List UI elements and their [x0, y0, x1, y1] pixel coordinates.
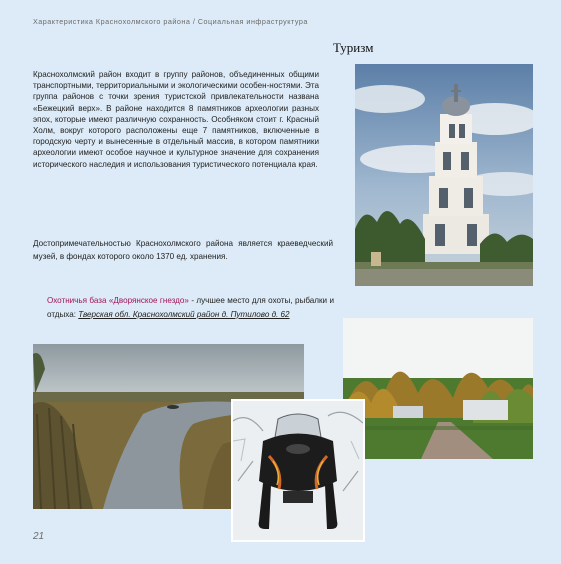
bell-tower-photo: [355, 64, 533, 286]
paragraph-museum: Достопримечательностью Краснохолмского района является краеведческий музей, в фондах которого около 1370 ед. хранения.: [33, 239, 333, 262]
section-title: Туризм: [333, 40, 374, 55]
snowmobile-photo: [231, 399, 365, 542]
hunting-base-name: Охотничья база «Дворянское гнездо»: [47, 296, 189, 305]
paragraph-district-overview: Краснохолмский район входит в группу районов, объединенных общими транспортными, территориальными и экологическими особен-ностями. Эта группа районов с точки зрения туристской привлекательности названа «Бежецкий верх». В районе находится 8 памятников археологии разных эпох, которые имеют различную сохранность. Особняком стоит г. Красный Холм, вокруг которого расположены еще 7 памятников, включенные в городскую черту и вынесенные в отдельный массив, в котором памятники археологии имеют особое научное и культурное значение для сохранения исторического наследия и использования туристического потенциала края.: [33, 70, 319, 169]
hunting-base-description: - лучшее место для охоты, рыбалки и отдыха:: [47, 296, 334, 319]
road-village-photo: [343, 318, 533, 459]
paragraph-hunting-base: [47, 294, 334, 321]
page-header-breadcrumb: Характеристика Краснохолмского района / Социальная инфраструктура: [33, 17, 308, 26]
hunting-base-address: Тверская обл. Краснохолмский район д. Путилово д. 62: [78, 309, 290, 319]
page-number: 21: [33, 531, 45, 542]
